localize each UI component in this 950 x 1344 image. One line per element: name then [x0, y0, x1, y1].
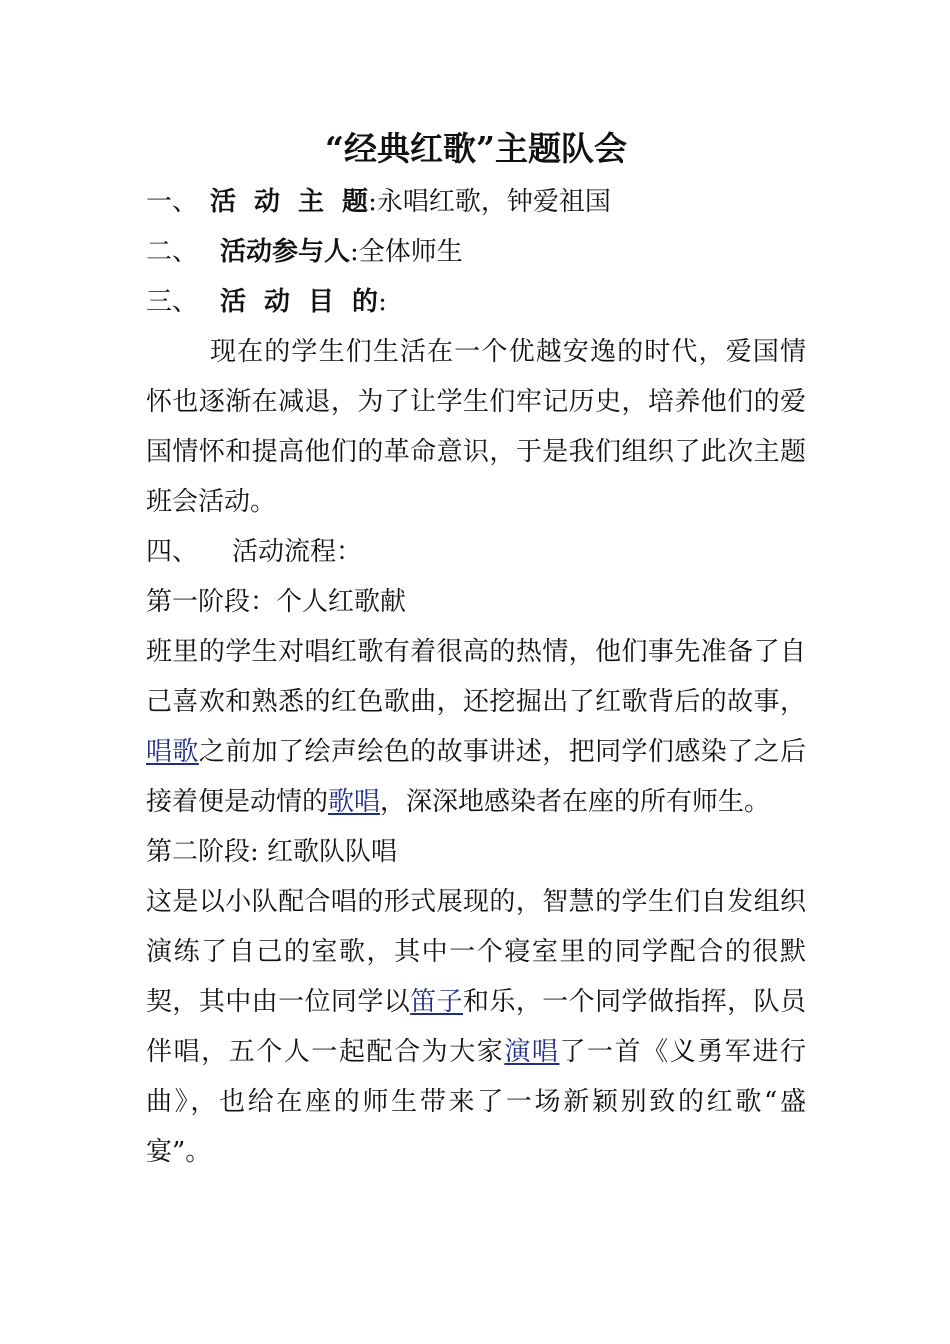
paragraph-text: 了一首《义勇军进行曲》，也给在座的师生带来了一场新颖别致的红歌“盛宴”。	[146, 1037, 806, 1167]
section-value: 永唱红歌，钟爱祖国	[376, 187, 611, 217]
paragraph-text: 和乐，一个同学做指挥，队员伴唱，五个人一起配合为大家	[146, 987, 806, 1067]
label-char: 的	[352, 287, 379, 317]
section-number: 三、	[146, 287, 199, 317]
section-participants	[146, 227, 806, 277]
section-label: 活动参与人	[220, 237, 351, 267]
paragraph-text: 之前加了绘声绘色的故事讲述，把同学们感染了之后接着便是动情的	[146, 737, 806, 817]
stage1-paragraph	[146, 627, 806, 827]
label-colon: :	[378, 287, 387, 317]
section-process	[146, 527, 806, 577]
label-char: 活	[220, 287, 265, 317]
document-page	[146, 122, 806, 1177]
stage2-heading: 第二阶段: 红歌队队唱	[146, 837, 398, 867]
section-number: 二、	[146, 237, 199, 267]
link-flute[interactable]: 笛子	[410, 987, 463, 1017]
paragraph-text: 这是以小队配合唱的形式展现的，智慧的学生们自发组织演练了自己的室歌，其中一个寝室里的同学配合的很默契，其中由一位同学以	[146, 887, 806, 1017]
section-number: 四、	[146, 537, 199, 567]
document-title: “经典红歌”主题队会	[325, 129, 627, 168]
label-char: 动	[264, 287, 309, 317]
label-char: 活	[210, 187, 255, 217]
paragraph-text: 班里的学生对唱红歌有着很高的热情，他们事先准备了自己喜欢和熟悉的红色歌曲，还挖掘出了红歌背后的故事，	[146, 637, 806, 717]
stage2-paragraph	[146, 877, 806, 1177]
section-label	[220, 287, 378, 317]
purpose-paragraph: 现在的学生们生活在一个优越安逸的时代，爱国情怀也逐渐在减退，为了让学生们牢记历史，培养他们的爱国情怀和提高他们的革命意识，于是我们组织了此次主题班会活动。	[146, 337, 806, 517]
link-song-singing[interactable]: 歌唱	[328, 787, 381, 817]
label-colon: :	[350, 237, 359, 267]
section-activity-theme	[146, 177, 806, 227]
stage1-heading: 第一阶段：个人红歌献	[146, 587, 407, 617]
section-number: 一、	[146, 187, 199, 217]
paragraph-text: ，深深地感染者在座的所有师生。	[380, 787, 771, 817]
section-value: 全体师生	[358, 237, 463, 267]
label-char: 题	[342, 187, 369, 217]
section-purpose	[146, 277, 806, 327]
label-char: 动	[254, 187, 299, 217]
label-colon: :	[368, 187, 377, 217]
section-label: 活动流程：	[232, 537, 363, 567]
section-label	[210, 187, 368, 217]
label-char: 目	[308, 287, 353, 317]
label-char: 主	[298, 187, 343, 217]
link-performance[interactable]: 演唱	[504, 1037, 560, 1067]
link-singing[interactable]: 唱歌	[146, 737, 199, 767]
